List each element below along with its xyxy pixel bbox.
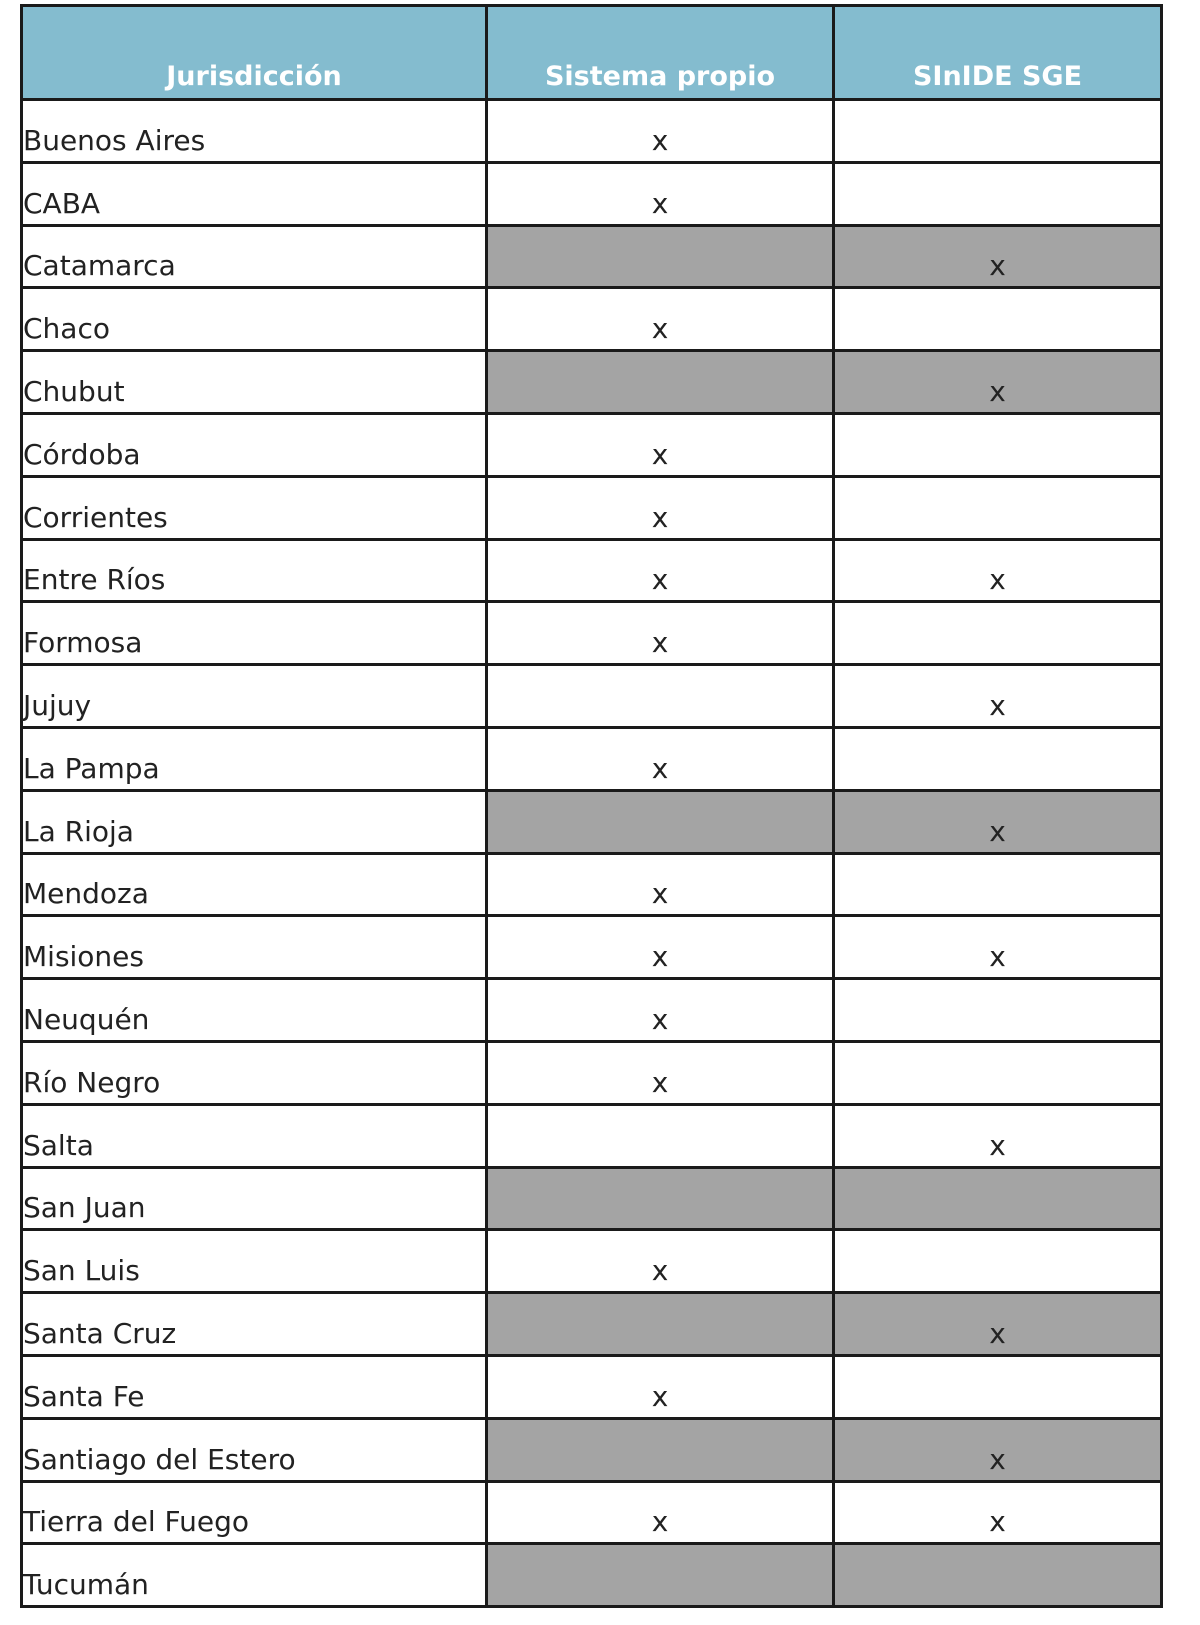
jurisdiction-name-cell: Mendoza: [22, 853, 487, 916]
sinide-sge-mark-cell: [834, 1544, 1162, 1607]
table-row: [22, 476, 1162, 539]
table-row: [22, 539, 1162, 602]
sinide-sge-mark-cell: x: [834, 1418, 1162, 1481]
table-row: [22, 1418, 1162, 1481]
table-header: [22, 6, 1162, 100]
table-row: [22, 790, 1162, 853]
sinide-sge-mark-cell: x: [834, 539, 1162, 602]
sinide-sge-mark-cell: [834, 727, 1162, 790]
jurisdiction-name-cell: San Luis: [22, 1230, 487, 1293]
sistema-propio-mark-cell: x: [487, 1355, 834, 1418]
jurisdiction-name-cell: Chubut: [22, 351, 487, 414]
jurisdiction-name-cell: Córdoba: [22, 413, 487, 476]
sistema-propio-mark-cell: x: [487, 853, 834, 916]
table-row: [22, 1167, 1162, 1230]
sistema-propio-mark-cell: x: [487, 1041, 834, 1104]
cut-off-footnote-text: [20, 1612, 1160, 1625]
sinide-sge-mark-cell: [834, 413, 1162, 476]
header-sistema-propio: Sistema propio: [487, 6, 834, 100]
jurisdiction-name-cell: Santa Fe: [22, 1355, 487, 1418]
table-row: [22, 1481, 1162, 1544]
jurisdiction-name-cell: Chaco: [22, 288, 487, 351]
sinide-sge-mark-cell: [834, 1355, 1162, 1418]
table-row: [22, 979, 1162, 1042]
sistema-propio-mark-cell: [487, 1418, 834, 1481]
sistema-propio-mark-cell: [487, 1293, 834, 1356]
sistema-propio-mark-cell: [487, 351, 834, 414]
table-row: [22, 1041, 1162, 1104]
sinide-sge-mark-cell: x: [834, 225, 1162, 288]
sinide-sge-mark-cell: [834, 853, 1162, 916]
sistema-propio-mark-cell: x: [487, 602, 834, 665]
table-row: [22, 602, 1162, 665]
sinide-sge-mark-cell: [834, 602, 1162, 665]
sistema-propio-mark-cell: x: [487, 916, 834, 979]
sinide-sge-mark-cell: [834, 1230, 1162, 1293]
jurisdiction-table-wrapper: [20, 4, 1160, 1608]
sistema-propio-mark-cell: [487, 1544, 834, 1607]
jurisdiction-name-cell: Misiones: [22, 916, 487, 979]
sistema-propio-mark-cell: x: [487, 288, 834, 351]
sistema-propio-mark-cell: [487, 1104, 834, 1167]
sinide-sge-mark-cell: x: [834, 665, 1162, 728]
jurisdiction-name-cell: Catamarca: [22, 225, 487, 288]
header-row: [22, 6, 1162, 100]
table-row: [22, 413, 1162, 476]
sistema-propio-mark-cell: [487, 1167, 834, 1230]
sinide-sge-mark-cell: [834, 476, 1162, 539]
sistema-propio-mark-cell: x: [487, 1230, 834, 1293]
table-row: [22, 100, 1162, 163]
sistema-propio-mark-cell: x: [487, 413, 834, 476]
table-body: [22, 100, 1162, 1607]
sistema-propio-mark-cell: x: [487, 979, 834, 1042]
table-row: [22, 727, 1162, 790]
jurisdiction-name-cell: Río Negro: [22, 1041, 487, 1104]
sinide-sge-mark-cell: x: [834, 1104, 1162, 1167]
sistema-propio-mark-cell: x: [487, 1481, 834, 1544]
sinide-sge-mark-cell: [834, 288, 1162, 351]
sinide-sge-mark-cell: [834, 979, 1162, 1042]
sistema-propio-mark-cell: [487, 665, 834, 728]
jurisdiction-name-cell: Entre Ríos: [22, 539, 487, 602]
jurisdiction-name-cell: Jujuy: [22, 665, 487, 728]
table-row: [22, 1104, 1162, 1167]
jurisdiction-name-cell: Neuquén: [22, 979, 487, 1042]
sistema-propio-mark-cell: x: [487, 100, 834, 163]
jurisdiction-name-cell: La Rioja: [22, 790, 487, 853]
sinide-sge-mark-cell: x: [834, 790, 1162, 853]
sistema-propio-mark-cell: x: [487, 162, 834, 225]
jurisdiction-name-cell: Santiago del Estero: [22, 1418, 487, 1481]
jurisdiction-name-cell: Formosa: [22, 602, 487, 665]
table-row: [22, 162, 1162, 225]
sinide-sge-mark-cell: x: [834, 1293, 1162, 1356]
jurisdiction-name-cell: Buenos Aires: [22, 100, 487, 163]
sistema-propio-mark-cell: x: [487, 727, 834, 790]
sinide-sge-mark-cell: [834, 1167, 1162, 1230]
jurisdiction-name-cell: Salta: [22, 1104, 487, 1167]
sinide-sge-mark-cell: [834, 100, 1162, 163]
jurisdiction-name-cell: Tierra del Fuego: [22, 1481, 487, 1544]
table-row: [22, 1293, 1162, 1356]
sistema-propio-mark-cell: x: [487, 539, 834, 602]
sinide-sge-mark-cell: [834, 162, 1162, 225]
sinide-sge-mark-cell: [834, 1041, 1162, 1104]
sinide-sge-mark-cell: x: [834, 916, 1162, 979]
table-row: [22, 1355, 1162, 1418]
table-row: [22, 665, 1162, 728]
table-row: [22, 225, 1162, 288]
table-row: [22, 288, 1162, 351]
sinide-sge-mark-cell: x: [834, 1481, 1162, 1544]
jurisdiction-name-cell: CABA: [22, 162, 487, 225]
table-row: [22, 1544, 1162, 1607]
jurisdiction-name-cell: Corrientes: [22, 476, 487, 539]
jurisdiction-name-cell: La Pampa: [22, 727, 487, 790]
sistema-propio-mark-cell: [487, 225, 834, 288]
table-row: [22, 1230, 1162, 1293]
header-sinide-sge: SInIDE SGE: [834, 6, 1162, 100]
table-row: [22, 351, 1162, 414]
header-jurisdiccion: Jurisdicción: [22, 6, 487, 100]
jurisdiction-name-cell: Santa Cruz: [22, 1293, 487, 1356]
sinide-sge-mark-cell: x: [834, 351, 1162, 414]
jurisdiction-name-cell: San Juan: [22, 1167, 487, 1230]
jurisdiction-name-cell: Tucumán: [22, 1544, 487, 1607]
table-row: [22, 853, 1162, 916]
jurisdiction-systems-table: [20, 4, 1163, 1608]
sistema-propio-mark-cell: [487, 790, 834, 853]
sistema-propio-mark-cell: x: [487, 476, 834, 539]
table-row: [22, 916, 1162, 979]
